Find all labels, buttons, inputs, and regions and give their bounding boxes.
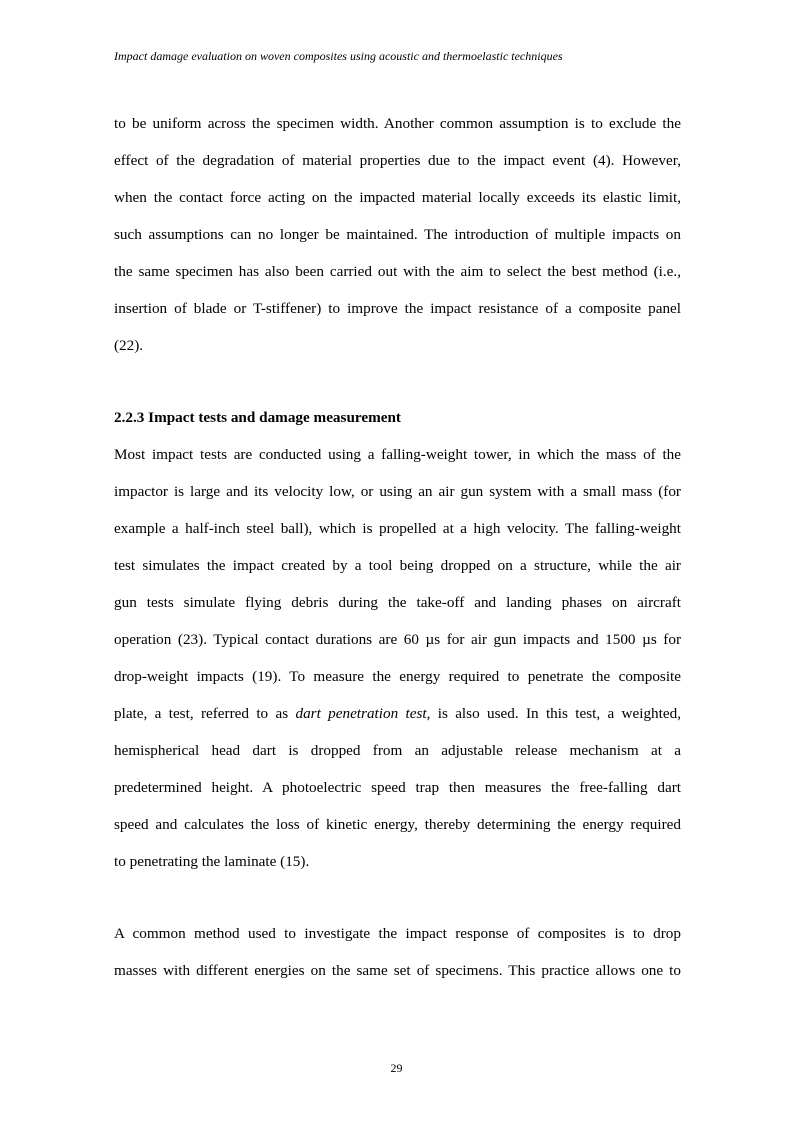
text-line: the same specimen has also been carried out with the aim to select the best method (i.e., — [114, 263, 681, 280]
page-number: 29 — [390, 1061, 403, 1075]
text-line: hemispherical head dart is dropped from an adjustable release mechanism at a — [114, 742, 681, 759]
text-segment: plate, a test, referred to as — [114, 705, 296, 722]
text-line: to be uniform across the specimen width. Another common assumption is to exclude the — [114, 115, 681, 132]
text-line: impactor is large and its velocity low, or using an air gun system with a small mass (for — [114, 483, 681, 500]
section-heading: 2.2.3 Impact tests and damage measurement — [114, 409, 401, 426]
text-line: when the contact force acting on the impacted material locally exceeds its elastic limit, — [114, 189, 681, 206]
text-segment: is also used. In this test, a weighted, — [430, 705, 682, 722]
paragraph-2 — [114, 446, 681, 890]
text-line: insertion of blade or T-stiffener) to improve the impact resistance of a composite panel — [114, 300, 681, 317]
text-line: (22). — [114, 337, 144, 354]
text-line: such assumptions can no longer be maintained. The introduction of multiple impacts on — [114, 226, 681, 243]
text-line: example a half-inch steel ball), which is propelled at a high velocity. The falling-weight — [114, 520, 681, 537]
text-line: effect of the degradation of material properties due to the impact event (4). However, — [114, 152, 681, 169]
text-line: test simulates the impact created by a tool being dropped on a structure, while the air — [114, 557, 681, 574]
text-line: gun tests simulate flying debris during the take-off and landing phases on aircraft — [114, 594, 681, 611]
text-line: masses with different energies on the same set of specimens. This practice allows one to — [114, 962, 681, 979]
text-line: to penetrating the laminate (15). — [114, 853, 310, 870]
text-line: speed and calculates the loss of kinetic energy, thereby determining the energy required — [114, 816, 681, 833]
running-header: Impact damage evaluation on woven composites using acoustic and thermoelastic techniques — [114, 49, 563, 63]
text-line: predetermined height. A photoelectric speed trap then measures the free-falling dart — [114, 779, 681, 796]
paragraph-1 — [114, 115, 681, 374]
paragraph-3 — [114, 925, 681, 999]
italic-term: dart penetration test, — [295, 705, 431, 722]
text-line: operation (23). Typical contact durations are 60 µs for air gun impacts and 1500 µs for — [114, 631, 681, 648]
text-line-with-italic — [114, 705, 681, 742]
text-line: A common method used to investigate the impact response of composites is to drop — [114, 925, 681, 942]
text-line: drop-weight impacts (19). To measure the energy required to penetrate the composite — [114, 668, 681, 685]
text-line: Most impact tests are conducted using a falling-weight tower, in which the mass of the — [114, 446, 681, 463]
